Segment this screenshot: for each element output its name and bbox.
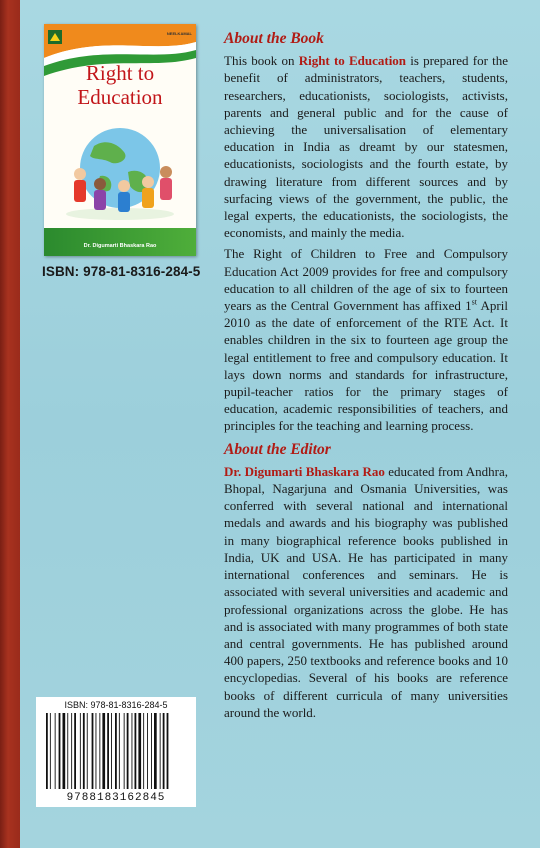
barcode-stripe <box>46 713 48 789</box>
barcode-stripe <box>96 713 97 789</box>
barcode-stripe <box>50 713 51 789</box>
barcode-stripe <box>59 713 61 789</box>
cover-author-name: Dr. Digumarti Bhaskara Rao <box>83 243 157 249</box>
cover-title-line1: Right to <box>85 61 155 85</box>
barcode-stripe <box>124 713 125 789</box>
barcode-stripe <box>167 713 169 789</box>
barcode-stripe <box>132 713 133 789</box>
about-book-paragraph-2 <box>224 245 508 434</box>
cover-thumbnail <box>44 24 196 256</box>
about-book-heading: About the Book <box>224 30 324 47</box>
barcode-stripe <box>151 713 152 789</box>
barcode-stripe <box>111 713 112 789</box>
barcode-stripe <box>163 713 165 789</box>
barcode-stripe <box>154 713 157 789</box>
spine-strip <box>0 0 20 848</box>
barcode-stripe <box>63 713 66 789</box>
barcode-stripe <box>102 713 105 789</box>
barcode-stripe <box>115 713 117 789</box>
barcode-stripe <box>107 713 109 789</box>
barcode-stripe <box>92 713 94 789</box>
isbn-label: ISBN: 978-81-8316-284-5 <box>42 264 201 279</box>
barcode-bars <box>44 713 188 789</box>
barcode-stripe <box>143 713 144 789</box>
cover-title-line2: Education <box>77 85 163 109</box>
barcode-stripe <box>71 713 72 789</box>
editor-bio: educated from Andhra, Bhopal, Nagarjuna and Osmania Universities, was conferred with several national and international medals and awards and his biography was published in many biographical reference books published in India, UK and USA. He has participated in many international conferences and seminars. He is associated with several universities and academic and professional organizations across the globe. He has and is associated with many programmes of both state and central governments. He has published around 400 papers, 250 textbooks and reference books and 10 encyclopedias. Several of his books are reference books of different curricula of many universities around the world. <box>224 463 508 720</box>
para1-post: is prepared for the benefit of administrators, teachers, students, researchers, educationists, sociologists, activists, parents and general public and for the cause of achieving the universalisation of elementary education in India as dreamt by our statesmen, educationists, sociologists and the fourth estate, by drawing literature from different sources and by surfacing views of the government, the public, the legal experts, the educationists, the sociologists, the economists, and mainly the media. <box>224 53 508 241</box>
barcode-stripe <box>119 713 120 789</box>
barcode-stripe <box>55 713 56 789</box>
barcode-stripe <box>87 713 88 789</box>
author-bar <box>44 228 196 256</box>
barcode-number: 9788183162845 <box>66 792 166 804</box>
barcode-stripe <box>67 713 68 789</box>
para2-superscript: st <box>471 297 477 307</box>
about-book-paragraph-1 <box>224 52 508 241</box>
barcode-stripe <box>83 713 85 789</box>
publisher-logo-icon <box>48 30 62 44</box>
back-cover-text <box>224 30 508 725</box>
para2-pre: The Right of Children to Free and Compulsory Education Act 2009 provides for free and compulsory education to all children of the age of six to fourteen years as the Central Government has affixed 1 <box>224 246 508 314</box>
barcode-stripe <box>135 713 137 789</box>
barcode-stripe <box>138 713 141 789</box>
about-editor-paragraph <box>224 463 508 721</box>
para1-pre: This book on <box>224 53 299 69</box>
barcode-box <box>36 697 196 807</box>
editor-name: Dr. Digumarti Bhaskara Rao <box>224 463 385 479</box>
barcode-stripe <box>147 713 148 789</box>
barcode-stripe <box>127 713 129 789</box>
about-editor-heading: About the Editor <box>224 440 331 458</box>
children-globe-illustration <box>54 116 186 228</box>
barcode-stripe <box>74 713 76 789</box>
para2-post: April 2010 as the date of enforcement of the RTE Act. It enables children in the six to fourteen age group the legal entitlement to free and compulsory education. It lays down norms and standards for infrastructure, pupil-teacher ratios for the primary stages of education, academic responsibilities of teachers, and principles for the teaching and learning process. <box>224 298 508 434</box>
publisher-name: NEELKAMAL <box>166 31 192 36</box>
book-title-highlight: Right to Education <box>298 53 407 69</box>
barcode-stripe <box>99 713 100 789</box>
barcode-stripe <box>160 713 161 789</box>
barcode-stripe <box>80 713 81 789</box>
barcode-isbn-text: ISBN: 978-81-8316-284-5 <box>64 700 168 710</box>
